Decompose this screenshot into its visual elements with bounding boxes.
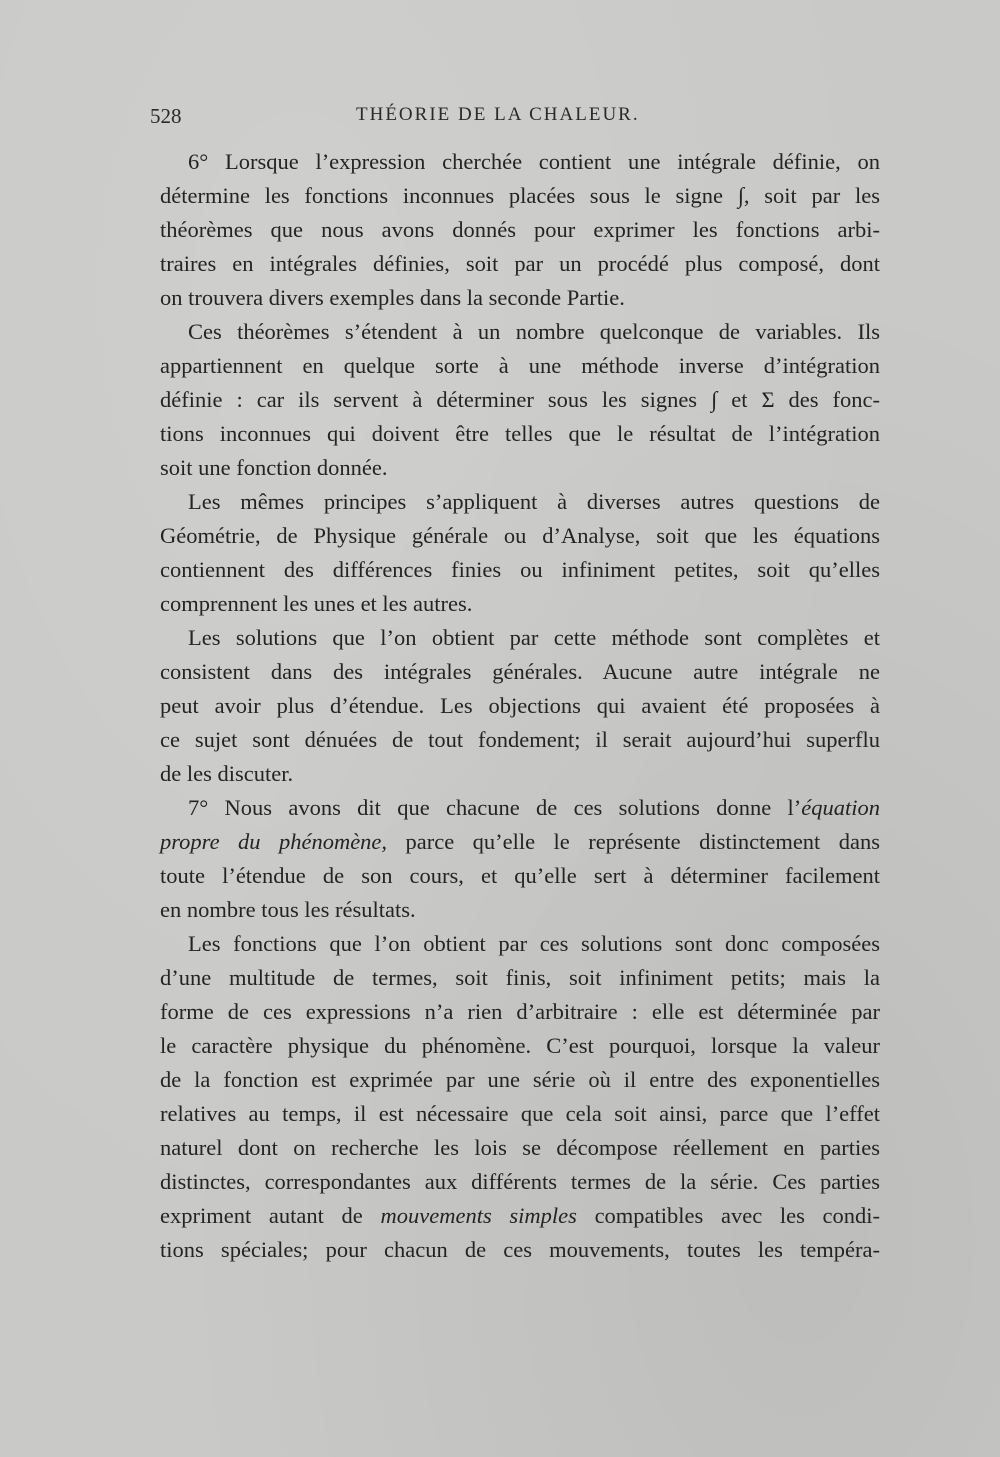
text-line: forme de ces expressions n’a rien d’arbitraire : elle est déterminée par <box>160 999 880 1024</box>
page-header <box>150 104 885 138</box>
running-title: THÉORIE DE LA CHALEUR. <box>356 104 640 125</box>
text-line: de les discuter. <box>160 761 294 786</box>
text-line: définie : car ils servent à déterminer sous les signes ∫ et Σ des fonc- <box>160 387 880 412</box>
paragraph <box>160 927 880 1267</box>
text-line: Les fonctions que l’on obtient par ces solutions sont donc composées <box>188 931 880 956</box>
italic-text: mouvements simples <box>380 1203 577 1228</box>
text-line: propre du phénomène, parce qu’elle le représente distinctement dans <box>160 829 880 854</box>
text-line: distinctes, correspondantes aux différents termes de la série. Ces parties <box>160 1169 880 1194</box>
text-line: comprennent les unes et les autres. <box>160 591 473 616</box>
paragraph <box>160 485 880 621</box>
text-line: en nombre tous les résultats. <box>160 897 416 922</box>
italic-text: équation <box>801 795 880 820</box>
text-line: peut avoir plus d’étendue. Les objections qui avaient été proposées à <box>160 693 880 718</box>
text-line: toute l’étendue de son cours, et qu’elle sert à déterminer facilement <box>160 863 880 888</box>
paragraph <box>160 791 880 927</box>
text-line: naturel dont on recherche les lois se décompose réellement en parties <box>160 1135 880 1160</box>
text-line: appartiennent en quelque sorte à une méthode inverse d’intégration <box>160 353 880 378</box>
italic-text: propre du phénomène, <box>160 829 388 854</box>
body-text <box>160 145 880 1267</box>
paragraph <box>160 621 880 791</box>
paragraph <box>160 315 880 485</box>
text-line: consistent dans des intégrales générales. Aucune autre intégrale ne <box>160 659 880 684</box>
text-line: de la fonction est exprimée par une série où il entre des exponentielles <box>160 1067 880 1092</box>
text-line: d’une multitude de termes, soit finis, soit infiniment petits; mais la <box>160 965 880 990</box>
text-line: Les mêmes principes s’appliquent à diverses autres questions de <box>188 489 880 514</box>
text-line: expriment autant de mouvements simples compatibles avec les condi- <box>160 1203 881 1228</box>
text-line: tions spéciales; pour chacun de ces mouvements, toutes les tempéra- <box>160 1237 880 1262</box>
text-line: relatives au temps, il est nécessaire que cela soit ainsi, parce que l’effet <box>160 1101 880 1126</box>
page-number: 528 <box>150 104 182 128</box>
text-line: tions inconnues qui doivent être telles que le résultat de l’intégration <box>160 421 880 446</box>
text-line: Ces théorèmes s’étendent à un nombre quelconque de variables. Ils <box>188 319 880 344</box>
text-line: on trouvera divers exemples dans la seconde Partie. <box>160 285 625 310</box>
text-line: détermine les fonctions inconnues placées sous le signe ∫, soit par les <box>160 183 880 208</box>
text-line: 7° Nous avons dit que chacune de ces solutions donne l’équation <box>188 795 880 820</box>
text-line: soit une fonction donnée. <box>160 455 388 480</box>
text-line: théorèmes que nous avons donnés pour exprimer les fonctions arbi- <box>160 217 880 242</box>
text-line: Les solutions que l’on obtient par cette méthode sont complètes et <box>188 625 880 650</box>
text-line: 6° Lorsque l’expression cherchée contient une intégrale définie, on <box>188 149 880 174</box>
text-line: Géométrie, de Physique générale ou d’Analyse, soit que les équations <box>160 523 880 548</box>
text-line: le caractère physique du phénomène. C’est pourquoi, lorsque la valeur <box>160 1033 880 1058</box>
text-line: traires en intégrales définies, soit par un procédé plus composé, dont <box>160 251 880 276</box>
text-line: contiennent des différences finies ou infiniment petites, soit qu’elles <box>160 557 880 582</box>
paragraph <box>160 145 880 315</box>
text-line: ce sujet sont dénuées de tout fondement; il serait aujourd’hui superflu <box>160 727 880 752</box>
